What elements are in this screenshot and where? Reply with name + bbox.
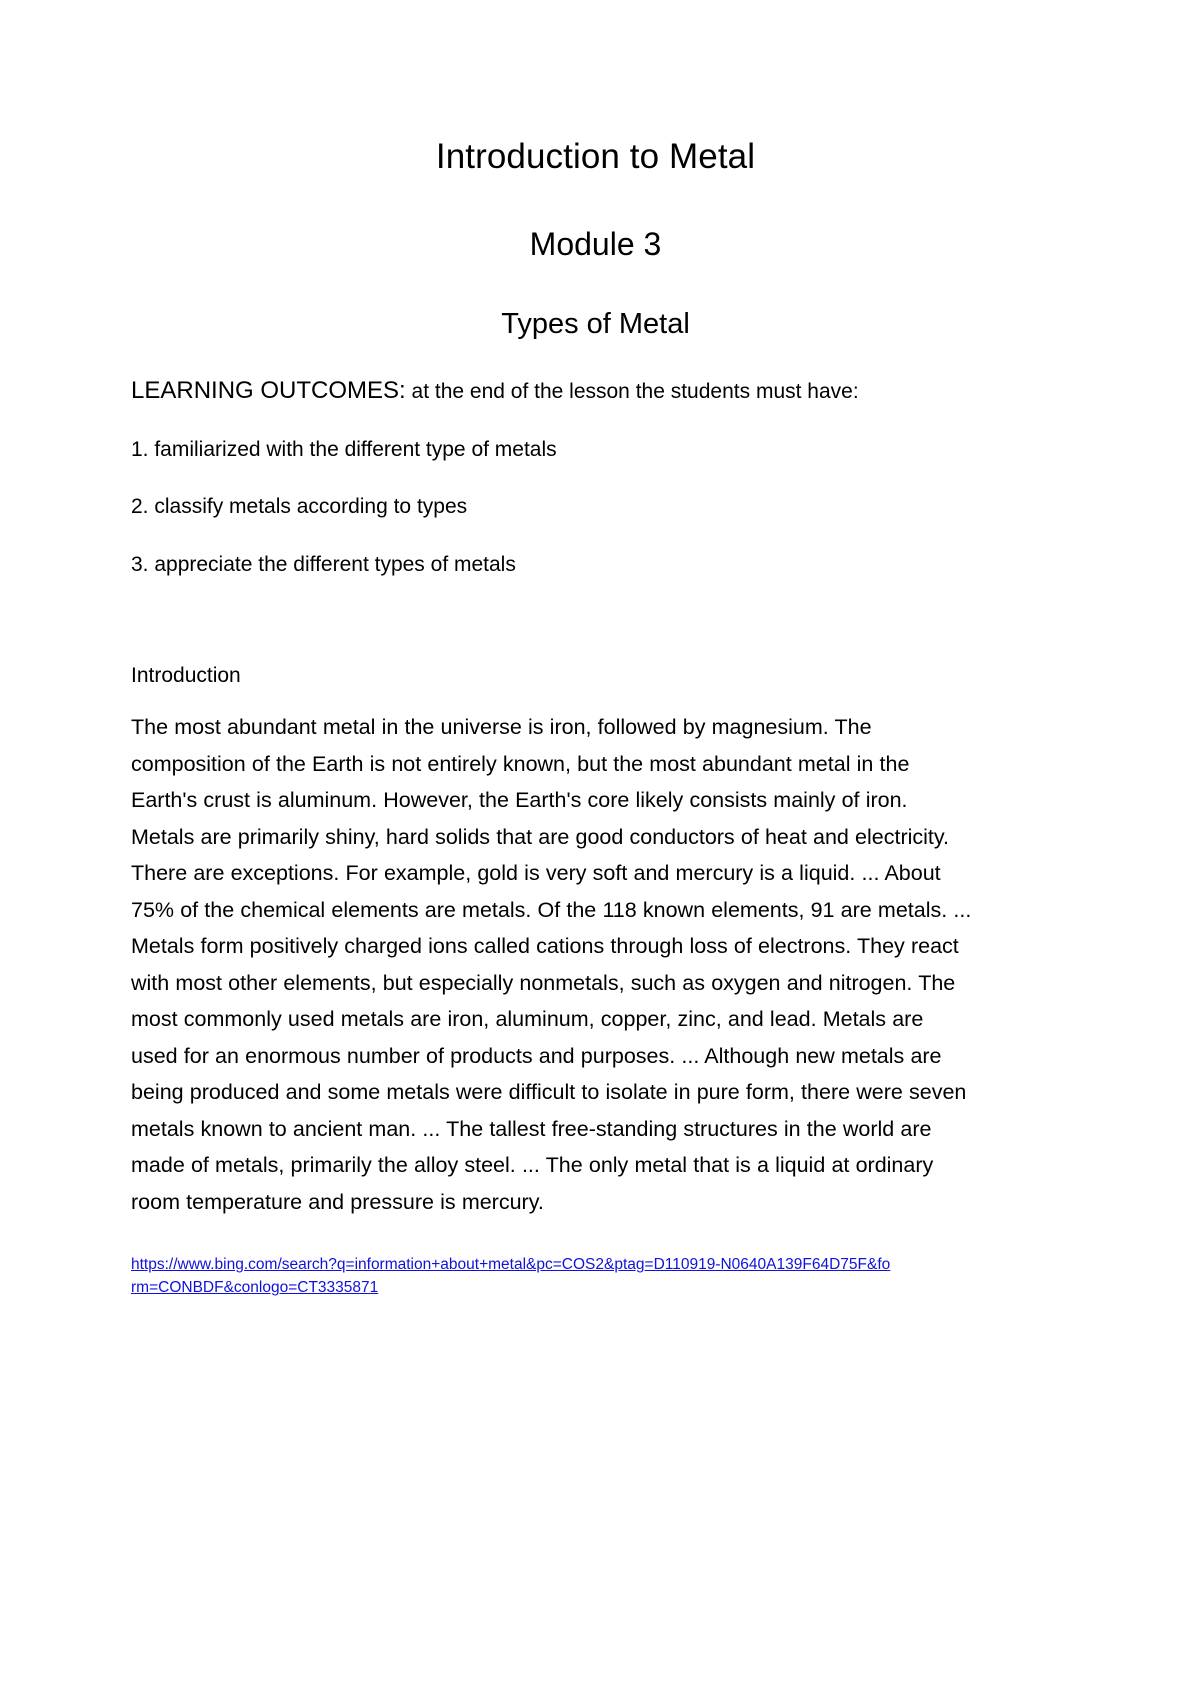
subtitle-heading: Types of Metal: [501, 308, 690, 341]
list-item: 1. familiarized with the different type of metals: [131, 438, 557, 462]
source-link-container: [131, 1220, 891, 1299]
introduction-paragraph: The most abundant metal in the universe is iron, followed by magnesium. The composition of the Earth is not entirely known, but the most abundant metal in the Earth's crust is aluminum. However, the Earth's core likely consists mainly of iron. Metals are primarily shiny, hard solids that are good conductors of heat and electricity. There are exceptions. For example, gold is very soft and mercury is a liquid. ... About 75% of the chemical elements are metals. Of the 118 known elements, 91 are metals. ... Metals form positively charged ions called cations through loss of electrons. They react with most other elements, but especially nonmetals, such as oxygen and nitrogen. The most commonly used metals are iron, aluminum, copper, zinc, and lead. Metals are used for an enormous number of products and purposes. ... Although new metals are being produced and some metals were difficult to isolate in pure form, there were seven metals known to ancient man. ... The tallest free-standing structures in the world are made of metals, primarily the alloy steel. ... The only metal that is a liquid at ordinary room temperature and pressure is mercury.: [131, 715, 972, 1214]
document-body: [131, 0, 1060, 1299]
learning-outcomes-clause: at the end of the lesson the students must have:: [405, 380, 859, 404]
list-item: 2. classify metals according to types: [131, 495, 468, 519]
learning-outcomes-heading: [131, 376, 1060, 406]
learning-outcomes-section: [131, 342, 1060, 578]
learning-outcomes-label: LEARNING OUTCOMES:: [131, 377, 406, 405]
module-heading: Module 3: [529, 226, 662, 262]
list-item: 3. appreciate the different types of metals: [131, 552, 516, 576]
source-url-link[interactable]: https://www.bing.com/search?q=information+about+metal&pc=COS2&ptag=D110919-N0640A139F64D75F&form=CONBDF&conlogo=CT3335871: [131, 1256, 891, 1297]
page-title: Introduction to Metal: [435, 137, 756, 176]
introduction-heading: Introduction: [131, 663, 241, 687]
